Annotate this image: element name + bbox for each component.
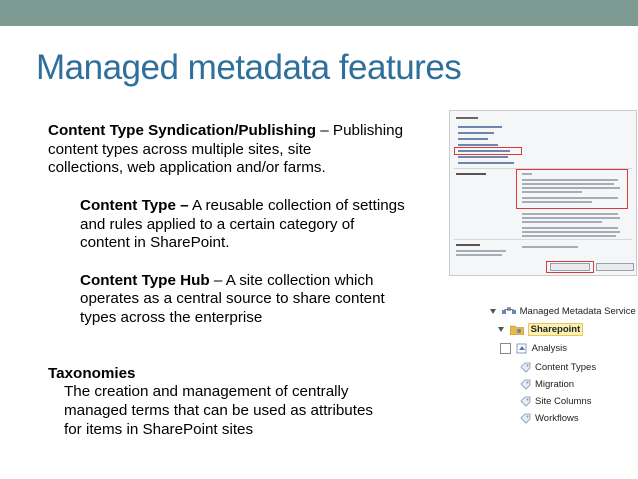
taxonomies-heading: Taxonomies [48,364,136,382]
tree-root[interactable] [490,305,636,318]
content-type-hub-text-2: operates as a central source to share content [80,290,385,308]
taxonomies-text-2: managed terms that can be used as attributes [64,402,373,420]
expand-box-icon[interactable] [500,343,511,354]
term-label: Migration [535,379,575,390]
term-label: Content Types [535,362,597,373]
managed-metadata-tree [490,303,638,423]
term-item[interactable] [520,361,596,374]
syndication-text-2: content types across multiple sites, site [48,140,312,158]
publishing-link-highlight [454,147,522,155]
tree-root-label: Managed Metadata Service [519,306,636,317]
term-icon [520,413,531,424]
term-icon [520,362,531,373]
taxonomies-text-3: for items in SharePoint sites [64,420,254,438]
content-type-hub-text-1: – A site collection which [209,271,374,289]
term-label: Site Columns [535,396,592,407]
tree-node-sharepoint-label: Sharepoint [528,323,584,336]
taxonomies-paragraph [48,365,438,440]
slide-title: Managed metadata features [36,48,462,87]
tree-node-analysis[interactable] [500,342,567,355]
publish-option-highlight [516,169,628,209]
content-type-hub-heading: Content Type Hub [80,271,210,289]
expand-icon[interactable] [490,309,496,314]
syndication-paragraph [48,122,438,178]
taxonomies-text-1: The creation and management of centrally [64,383,349,401]
term-label: Workflows [535,413,579,424]
content-type-hub-text-3: types across the enterprise [80,309,263,326]
term-item[interactable] [520,378,574,391]
syndication-text-1: – Publishing [316,122,404,139]
expand-icon[interactable] [498,327,504,332]
top-bar [0,0,638,26]
settings-screenshot [449,110,637,276]
term-set-icon [516,343,528,354]
term-icon [520,379,531,390]
tree-node-sharepoint[interactable] [498,323,583,336]
slide-body [48,122,438,440]
content-type-heading: Content Type – [80,196,189,214]
ok-button [550,263,590,271]
content-type-text-2: and rules applied to a certain category of [80,215,355,233]
tree-node-analysis-label: Analysis [531,343,568,354]
cancel-button [596,263,634,271]
content-type-hub-paragraph [48,272,438,328]
group-icon [510,324,524,335]
syndication-text-3: collections, web application and/or farms. [48,159,326,177]
content-type-paragraph [48,197,438,253]
term-item[interactable] [520,412,579,425]
service-icon [502,306,516,316]
term-item[interactable] [520,395,592,408]
content-type-text-1: A reusable collection of settings [188,196,405,214]
content-type-text-3: content in SharePoint. [80,234,230,252]
term-icon [520,396,531,407]
syndication-heading: Content Type Syndication/Publishing [48,122,317,139]
